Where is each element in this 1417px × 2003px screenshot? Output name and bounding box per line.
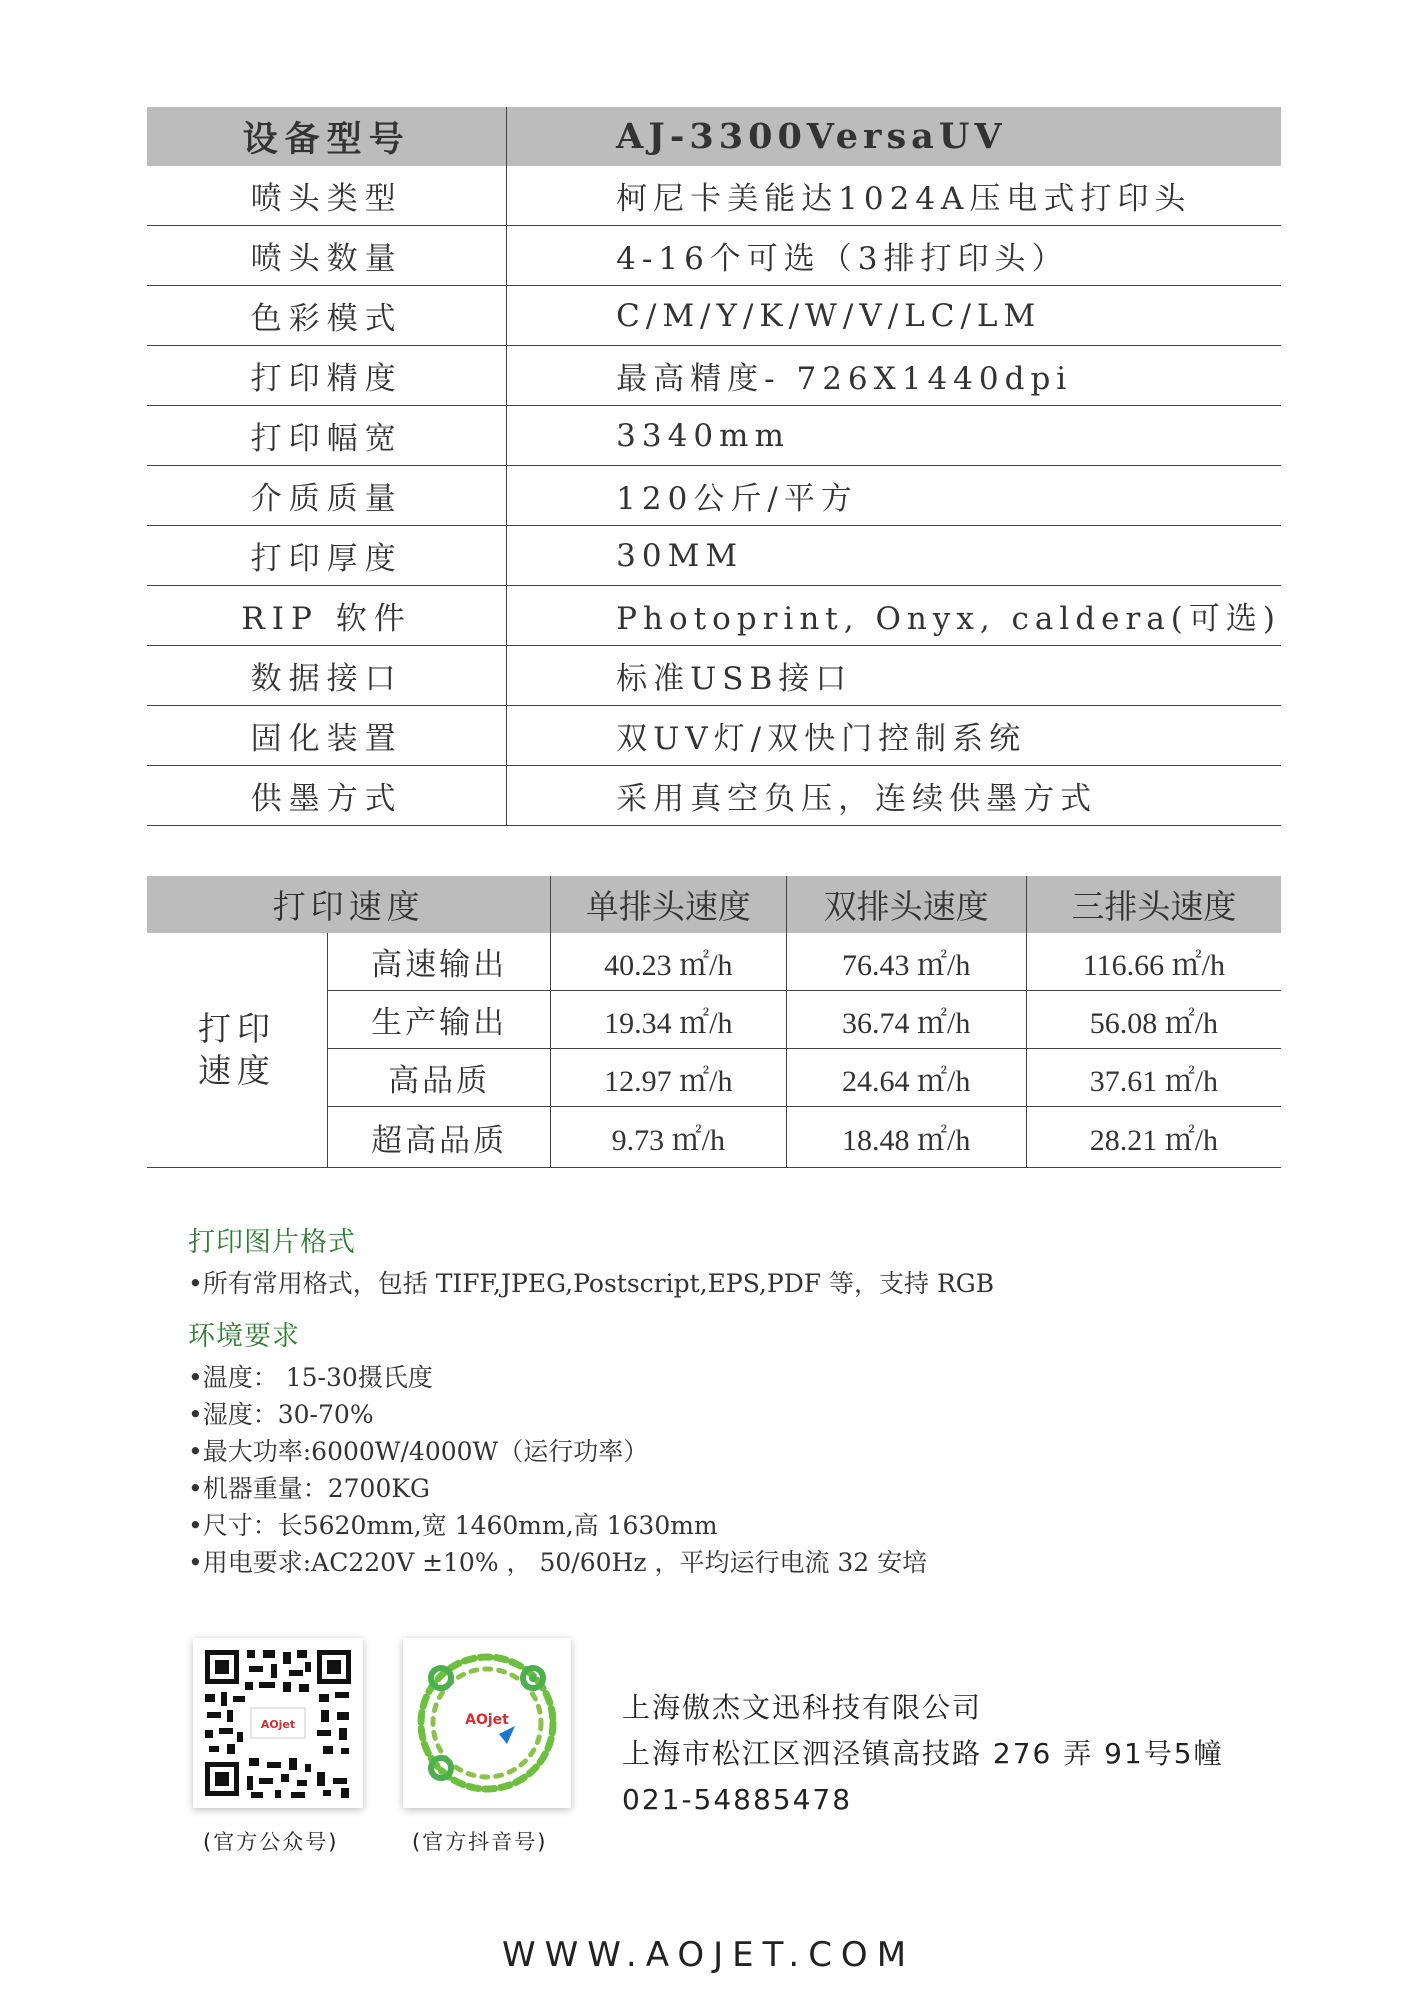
- speed-group-label-line: 打印: [198, 1009, 276, 1048]
- formats-line: •所有常用格式，包括 TIFF,JPEG,Postscript,EPS,PDF 等，支持 RGB: [188, 1269, 995, 1298]
- company-phone: 021-54885478: [622, 1783, 853, 1816]
- website-url[interactable]: WWW.AOJET.COM: [501, 1935, 916, 1975]
- spec-row: [147, 526, 1281, 586]
- spec-row: [147, 406, 1281, 466]
- formats-title: 打印图片格式: [188, 1227, 356, 1258]
- speed-value: 37.61 ㎡/h: [1026, 1049, 1281, 1107]
- spec-value: 3340mm: [507, 406, 1281, 466]
- speed-value: 19.34 ㎡/h: [551, 991, 786, 1049]
- douyin-qr-caption: (官方抖音号): [412, 1830, 548, 1854]
- speed-value: 18.48 ㎡/h: [786, 1107, 1026, 1168]
- spec-value: 最高精度- 726X1440dpi: [507, 346, 1281, 406]
- douyin-logo-text: AOjet: [465, 1712, 509, 1728]
- wechat-qr-code: [193, 1638, 363, 1808]
- spec-row: [147, 586, 1281, 646]
- douyin-qr-icon: [403, 1638, 571, 1808]
- speed-table: [147, 876, 1281, 1168]
- speed-value: 116.66 ㎡/h: [1026, 933, 1281, 991]
- speed-value: 28.21 ㎡/h: [1026, 1107, 1281, 1168]
- spec-row: [147, 646, 1281, 706]
- environment-line: •最大功率:6000W/4000W（运行功率）: [188, 1437, 649, 1466]
- speed-value: 9.73 ㎡/h: [551, 1107, 786, 1168]
- spec-key: 打印厚度: [147, 526, 507, 586]
- environment-line: •尺寸：长5620mm,宽 1460mm,高 1630mm: [188, 1511, 718, 1540]
- environment-line: •湿度：30-70%: [188, 1400, 374, 1429]
- spec-row: [147, 466, 1281, 526]
- spec-row: [147, 766, 1281, 826]
- spec-row: [147, 346, 1281, 406]
- speed-group-label: [147, 933, 328, 1168]
- speed-row: [147, 933, 1281, 991]
- speed-mode: 超高品质: [328, 1107, 551, 1168]
- spec-key: 介质质量: [147, 466, 507, 526]
- qr-logo-text: AOjet: [260, 1718, 296, 1731]
- spec-value: 双UV灯/双快门控制系统: [507, 706, 1281, 766]
- speed-group-label-line: 速度: [198, 1051, 276, 1090]
- environment-line: •温度： 15-30摄氏度: [188, 1363, 433, 1392]
- wechat-qr-icon: [193, 1638, 363, 1808]
- speed-header-col: 双排头速度: [786, 876, 1026, 933]
- speed-header-title: 打印速度: [147, 876, 551, 933]
- spec-value: 120公斤/平方: [507, 466, 1281, 526]
- speed-header-col: 三排头速度: [1026, 876, 1281, 933]
- spec-value: 采用真空负压，连续供墨方式: [507, 766, 1281, 826]
- spec-key: 数据接口: [147, 646, 507, 706]
- speed-mode: 生产输出: [328, 991, 551, 1049]
- douyin-qr-code: [403, 1638, 571, 1808]
- speed-value: 40.23 ㎡/h: [551, 933, 786, 991]
- spec-value: C/M/Y/K/W/V/LC/LM: [507, 286, 1281, 346]
- spec-value: 4-16个可选（3排打印头）: [507, 226, 1281, 286]
- speed-header-col: 单排头速度: [551, 876, 786, 933]
- spec-row: [147, 226, 1281, 286]
- spec-key: 供墨方式: [147, 766, 507, 826]
- spec-header-row: [147, 107, 1281, 166]
- speed-header-row: [147, 876, 1281, 933]
- spec-key: 喷头类型: [147, 166, 507, 226]
- spec-value: Photoprint, Onyx, caldera(可选): [507, 586, 1281, 646]
- environment-line: •机器重量：2700KG: [188, 1474, 431, 1503]
- environment-title: 环境要求: [188, 1321, 300, 1352]
- spec-row: [147, 166, 1281, 226]
- wechat-qr-caption: (官方公众号): [203, 1830, 339, 1854]
- spec-value: 柯尼卡美能达1024A压电式打印头: [507, 166, 1281, 226]
- company-info: [622, 1685, 1224, 1823]
- spec-key: 打印精度: [147, 346, 507, 406]
- environment-line: •用电要求:AC220V ±10% ， 50/60Hz ，平均运行电流 32 安培: [188, 1548, 928, 1577]
- speed-mode: 高速输出: [328, 933, 551, 991]
- notes-section: [188, 1220, 994, 1581]
- spec-key: 喷头数量: [147, 226, 507, 286]
- speed-value: 36.74 ㎡/h: [786, 991, 1026, 1049]
- spec-row: [147, 286, 1281, 346]
- company-name: 上海傲杰文迅科技有限公司: [622, 1691, 983, 1724]
- spec-value: 30MM: [507, 526, 1281, 586]
- spec-row: [147, 706, 1281, 766]
- spec-key: 固化装置: [147, 706, 507, 766]
- spec-header-key: 设备型号: [147, 107, 507, 166]
- speed-mode: 高品质: [328, 1049, 551, 1107]
- speed-value: 24.64 ㎡/h: [786, 1049, 1026, 1107]
- company-address: 上海市松江区泗泾镇高技路 276 弄 91号5幢: [622, 1737, 1224, 1770]
- spec-table: [147, 107, 1281, 826]
- speed-value: 12.97 ㎡/h: [551, 1049, 786, 1107]
- spec-key: 色彩模式: [147, 286, 507, 346]
- speed-value: 56.08 ㎡/h: [1026, 991, 1281, 1049]
- spec-key: RIP 软件: [147, 586, 507, 646]
- spec-key: 打印幅宽: [147, 406, 507, 466]
- spec-value: 标准USB接口: [507, 646, 1281, 706]
- speed-value: 76.43 ㎡/h: [786, 933, 1026, 991]
- spec-header-value: AJ-3300VersaUV: [507, 107, 1281, 166]
